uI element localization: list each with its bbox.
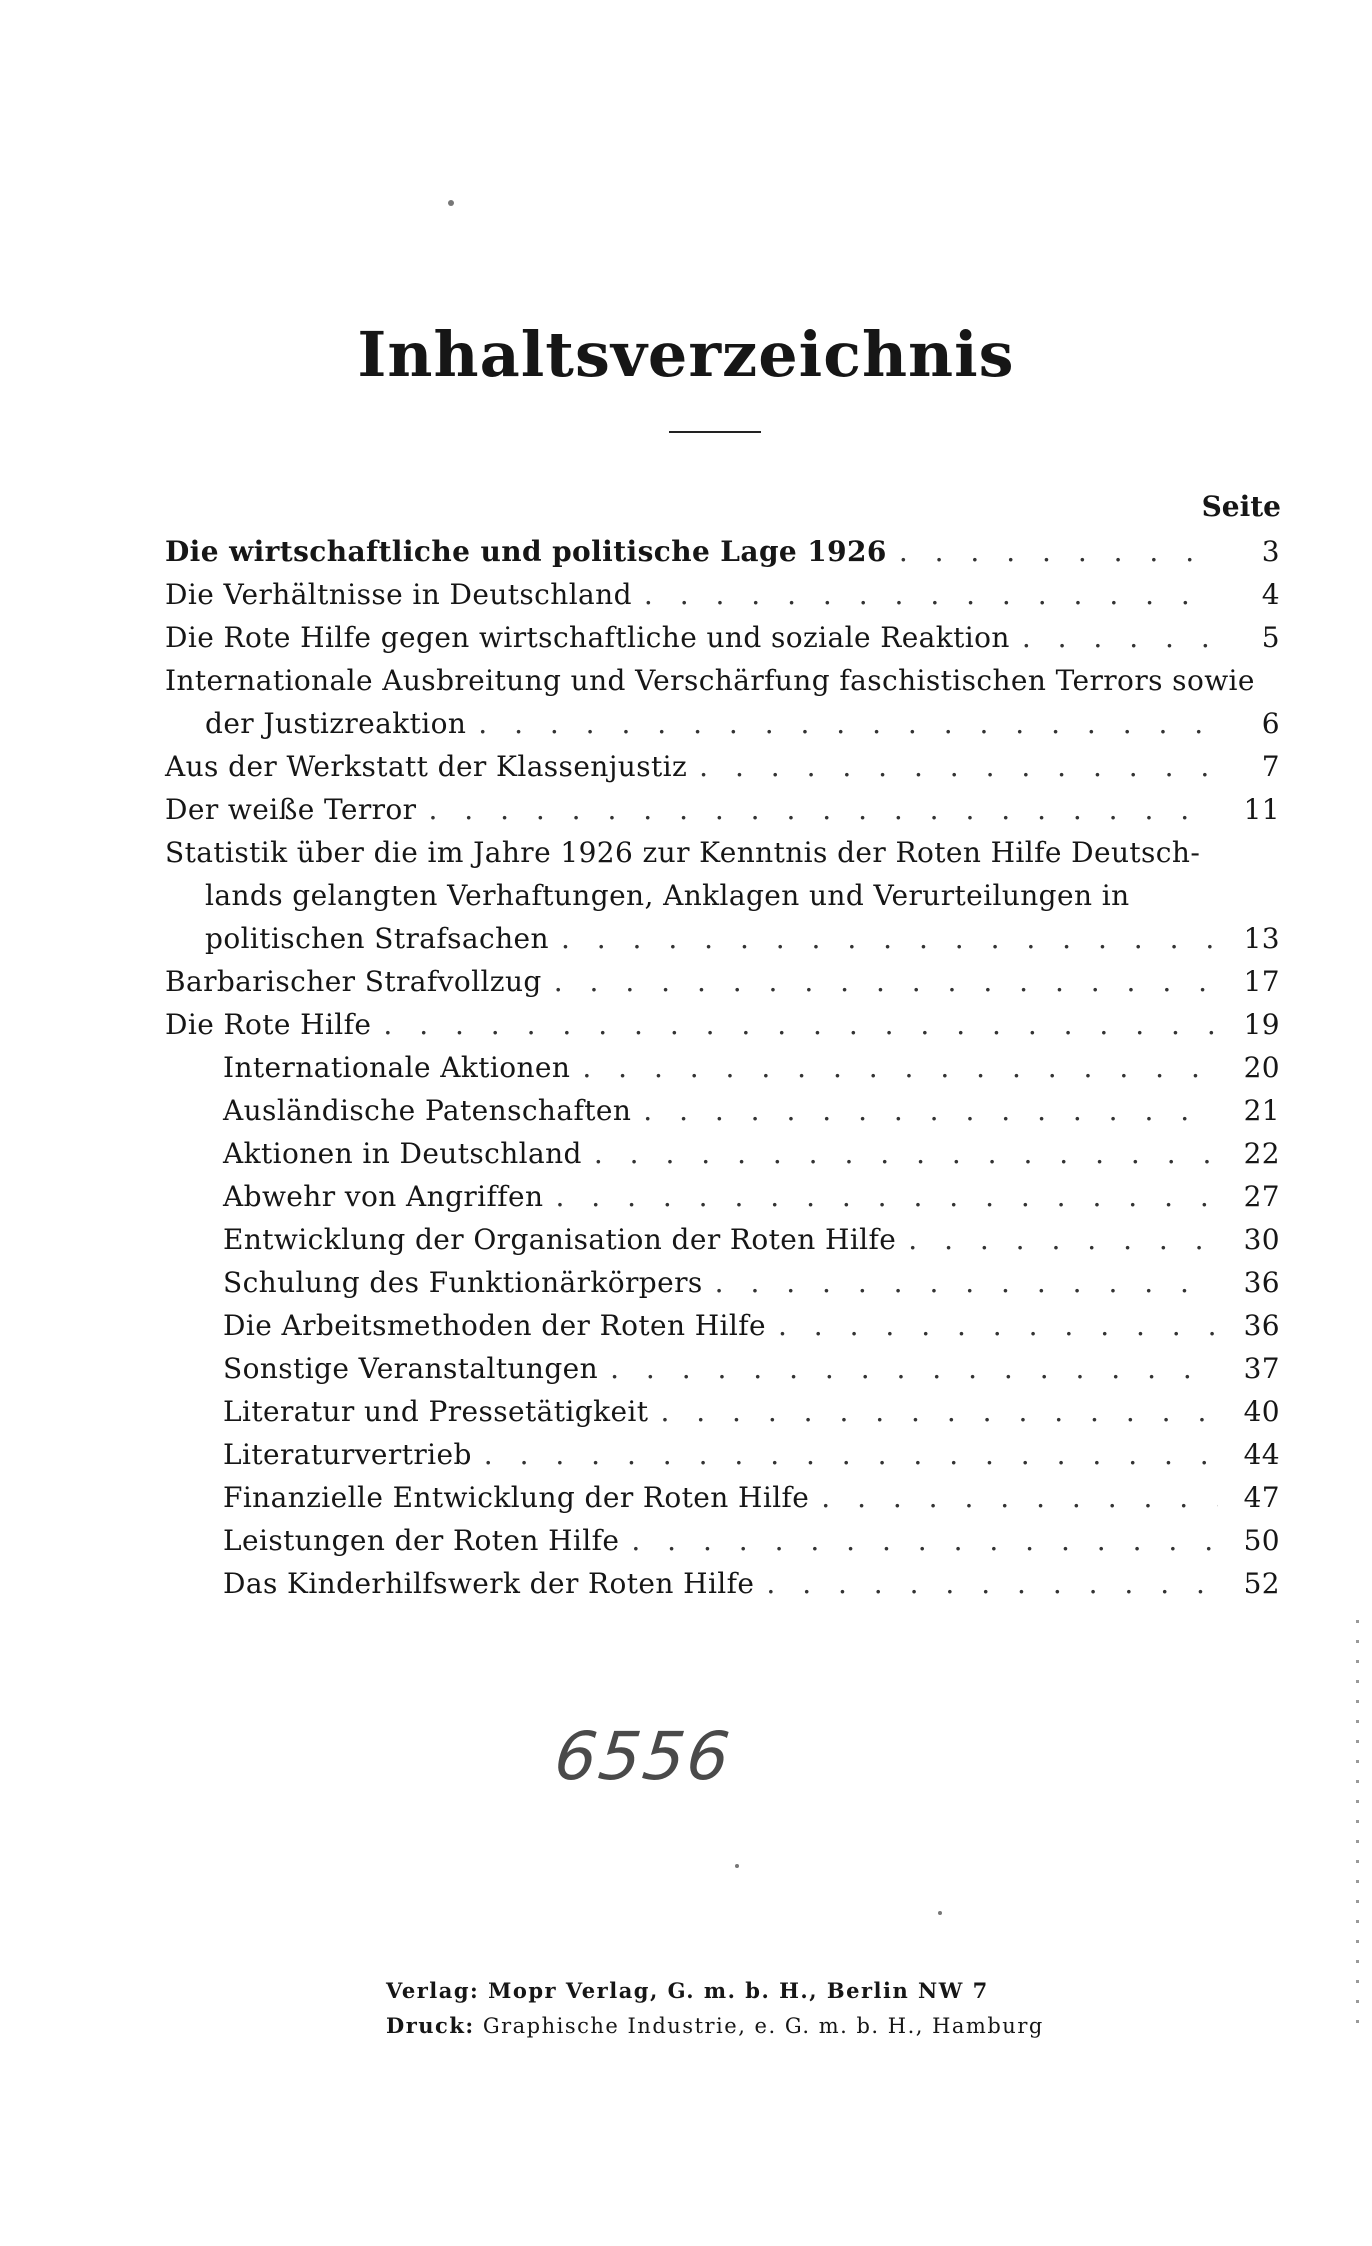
toc-entry-title-line: Statistik über die im Jahre 1926 zur Kenntnis der Roten Hilfe Deutsch-	[165, 836, 1201, 869]
dot-leader	[821, 1476, 1218, 1519]
dot-leader	[643, 1089, 1218, 1132]
toc-page-number: 27	[1243, 1180, 1280, 1213]
toc-entry-title: Literaturvertrieb	[223, 1438, 472, 1471]
toc-page-number: 36	[1243, 1266, 1280, 1299]
publisher-imprint	[386, 1978, 1026, 2003]
toc-subentry	[165, 1390, 1280, 1433]
toc-subentry	[165, 1519, 1280, 1562]
print-speck	[448, 200, 454, 206]
toc-page-number: 30	[1243, 1223, 1280, 1256]
toc-entry-title: Internationale Aktionen	[223, 1051, 571, 1084]
dot-leader	[644, 573, 1218, 616]
toc-page-number: 7	[1261, 750, 1280, 783]
dot-leader	[561, 917, 1218, 960]
toc-page-number: 36	[1243, 1309, 1280, 1342]
toc-subentry	[165, 1218, 1280, 1261]
dot-leader	[715, 1261, 1218, 1304]
toc-entry-multiline	[165, 831, 1280, 960]
dot-leader	[594, 1132, 1218, 1175]
dot-leader	[766, 1562, 1218, 1605]
toc-entry-title: Sonstige Veranstaltungen	[223, 1352, 599, 1385]
toc-page-number: 5	[1261, 621, 1280, 654]
toc-entry-title: Das Kinderhilfswerk der Roten Hilfe	[223, 1567, 755, 1600]
dot-leader	[660, 1390, 1218, 1433]
dot-leader	[610, 1347, 1218, 1390]
toc-entry	[165, 573, 1280, 616]
toc-page-number: 50	[1243, 1524, 1280, 1557]
toc-page-number: 4	[1261, 578, 1280, 611]
handwritten-catalog-number: 6556	[550, 1718, 736, 1795]
dot-leader	[383, 1003, 1218, 1046]
imprint-label: Druck:	[386, 2013, 475, 2038]
toc-page-number: 6	[1261, 707, 1280, 740]
toc-entry-title: Entwicklung der Organisation der Roten Hilfe	[223, 1223, 897, 1256]
toc-entry	[165, 745, 1280, 788]
toc-entry-title: Schulung des Funktionärkörpers	[223, 1266, 703, 1299]
dot-leader	[428, 788, 1218, 831]
toc-subentry	[165, 1175, 1280, 1218]
toc-page-number: 52	[1243, 1567, 1280, 1600]
toc-entry	[165, 960, 1280, 1003]
toc-subentry	[165, 1261, 1280, 1304]
page-title: Inhaltsverzeichnis	[357, 318, 1015, 391]
toc-page-number: 40	[1243, 1395, 1280, 1428]
imprint-text: Mopr Verlag, G. m. b. H., Berlin NW 7	[488, 1978, 989, 2003]
toc-page-number: 21	[1243, 1094, 1280, 1127]
dot-leader	[478, 702, 1218, 745]
toc-subentry	[165, 1046, 1280, 1089]
toc-page-number: 44	[1243, 1438, 1280, 1471]
toc-entry-multiline	[165, 659, 1280, 745]
toc-entry-title-line: lands gelangten Verhaftungen, Anklagen und Verurteilungen in	[205, 879, 1130, 912]
toc-page-number: 17	[1243, 965, 1280, 998]
printer-imprint	[386, 2013, 1044, 2038]
toc-entry-last-line	[165, 917, 1280, 960]
toc-subentry	[165, 1089, 1280, 1132]
toc-entry-title: Aktionen in Deutschland	[223, 1137, 582, 1170]
toc-page-number: 13	[1243, 922, 1280, 955]
toc-subentry	[165, 1433, 1280, 1476]
toc-subentry	[165, 1132, 1280, 1175]
toc-entry	[165, 1003, 1280, 1046]
imprint-text: Graphische Industrie, e. G. m. b. H., Hamburg	[482, 2014, 1044, 2038]
dot-leader	[778, 1304, 1218, 1347]
toc-entry	[165, 616, 1280, 659]
dot-leader	[1022, 616, 1218, 659]
toc-page-number: 47	[1243, 1481, 1280, 1514]
dot-leader	[899, 530, 1218, 573]
toc-entry-title-line: politischen Strafsachen	[205, 922, 549, 955]
page-column-header: Seite	[1201, 490, 1281, 523]
toc-subentry	[165, 1476, 1280, 1519]
toc-entry-title: Die Arbeitsmethoden der Roten Hilfe	[223, 1309, 766, 1342]
toc-page-number: 19	[1243, 1008, 1280, 1041]
print-speck	[735, 1864, 739, 1868]
toc-entry-title: Ausländische Patenschaften	[223, 1094, 632, 1127]
toc-subentry	[165, 1304, 1280, 1347]
toc-entry-title: Literatur und Pressetätigkeit	[223, 1395, 649, 1428]
toc-page-number: 37	[1243, 1352, 1280, 1385]
dot-leader	[582, 1046, 1218, 1089]
toc-entry-title: Barbarischer Strafvollzug	[165, 965, 542, 998]
toc-entry	[165, 530, 1280, 573]
toc-entry-title: Der weiße Terror	[165, 793, 417, 826]
toc-entry-title-line: der Justizreaktion	[205, 707, 467, 740]
toc-page-number: 20	[1243, 1051, 1280, 1084]
toc-page-number: 22	[1243, 1137, 1280, 1170]
table-of-contents	[165, 530, 1280, 1605]
title-divider	[669, 431, 761, 433]
dot-leader	[631, 1519, 1218, 1562]
toc-entry-title: Die wirtschaftliche und politische Lage 1926	[165, 535, 887, 568]
dot-leader	[484, 1433, 1218, 1476]
toc-page-number: 11	[1243, 793, 1280, 826]
toc-entry-title-line: Internationale Ausbreitung und Verschärfung faschistischen Terrors sowie	[165, 664, 1255, 697]
toc-subentry	[165, 1347, 1280, 1390]
toc-entry-last-line	[165, 702, 1280, 745]
toc-entry-title: Leistungen der Roten Hilfe	[223, 1524, 620, 1557]
imprint-label: Verlag:	[386, 1978, 480, 2003]
toc-entry-title: Abwehr von Angriffen	[223, 1180, 544, 1213]
print-speck	[938, 1911, 942, 1915]
toc-page-number: 3	[1261, 535, 1280, 568]
dot-leader	[699, 745, 1218, 788]
toc-entry-title: Die Verhältnisse in Deutschland	[165, 578, 632, 611]
toc-entry-title: Die Rote Hilfe gegen wirtschaftliche und soziale Reaktion	[165, 621, 1010, 654]
toc-entry-title: Aus der Werkstatt der Klassenjustiz	[165, 750, 688, 783]
toc-entry-title: Finanzielle Entwicklung der Roten Hilfe	[223, 1481, 810, 1514]
scan-edge-marks	[1356, 1620, 1359, 2040]
dot-leader	[554, 960, 1218, 1003]
dot-leader	[555, 1175, 1218, 1218]
toc-subentry	[165, 1562, 1280, 1605]
toc-entry-title: Die Rote Hilfe	[165, 1008, 372, 1041]
toc-entry	[165, 788, 1280, 831]
dot-leader	[908, 1218, 1218, 1261]
